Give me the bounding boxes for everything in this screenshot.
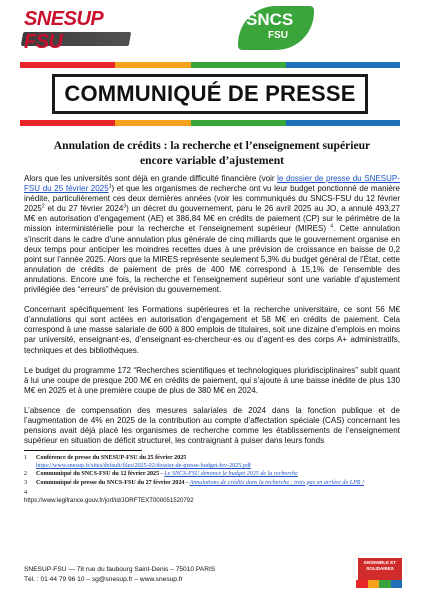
fsu-footer-logo [356, 552, 402, 588]
footnote-ref-4: 4 [330, 223, 334, 230]
footnote-text: Conférence de presse du SNESUP-FSU du 25 février 2025 [36, 455, 187, 461]
sncs-logo [238, 6, 318, 54]
footnote-number: 2 [24, 471, 28, 478]
headline-line-1: Annulation de crédits : la recherche et l’enseignement supérieur [53, 139, 371, 152]
paragraph-4: L’absence de compensation des mesures salariales de 2024 dans la fonction publique et de l’augmentation de 4% en 2025 de la contribution au compte d’affectation spéciale (CAS) concernant les pensions avait déjà placé les organismes de recherche comme les établissements de l’enseignement supérieur en situation de déficit structurel, les contraignant à puiser dans leurs fonds [24, 405, 400, 446]
footnote-text: Communiqué du SNCS-FSU du 12 février 2025 - [36, 471, 165, 478]
footer-contact [24, 565, 324, 585]
paragraph-1-text-a: Alors que les universités sont déjà en grande difficulté financière (voir [24, 174, 278, 183]
headline [24, 139, 400, 168]
paragraph-1-text-b: ) et que les organismes de recherche ont vu leur budget ponctionné de manière inédite, particulièrement ces deux dernières années (voir les communiqués du SNCS-FSU du 12 février 2025 [24, 184, 400, 214]
footnote-link[interactable]: https://www.snesup.fr/sites/default/files/2025-02/dossier-de-presse-budget-fev-2025.pdf [36, 463, 251, 470]
press-release-title: COMMUNIQUÉ DE PRESSE [64, 81, 356, 106]
footnote-link[interactable]: Le SNCS-FSU dénonce le budget 2025 de la recherche [164, 471, 298, 478]
footnote-ref-3: 3 [123, 203, 127, 210]
fsu-footer-logo-text: ENSEMBLE ET SOLIDAIRES [363, 560, 396, 571]
footnotes [24, 454, 400, 505]
footnote-ref-2: 2 [41, 203, 45, 210]
snesup-logo [22, 8, 132, 53]
footnote-link[interactable]: Annulations de crédits dans la recherche : trois pas en arrière de LPR ! [189, 479, 365, 486]
snesup-press-kit-link[interactable]: le dossier de presse du SNESUP-FSU du 25 février 2025 [24, 174, 400, 194]
footnote-text: Communiqué de presse du SNCS-FSU du 27 février 2024 - [36, 479, 190, 486]
color-band-top [20, 62, 400, 68]
sncs-logo-text: SNCS [246, 10, 294, 29]
paragraph-1-text-c: et du 27 février 2024 [44, 204, 124, 214]
footnote-link[interactable]: https://www.legifrance.gouv.fr/jorf/id/JORFTEXT000051520792 [24, 497, 194, 505]
paragraph-2: Concernant spécifiquement les Formations supérieures et la recherche universitaire, ce sont 56 M€ d’annulations qui sont actées en autorisation d’engagement et 58 M€ en crédits de paiement. Cela correspond à une masse salariale de 600 à 800 emplois de titulaires, soit une dizaine d’emplois en moins par université, enseignant·es, d’enseignant·es-chercheur·es ou d’agent·es des corps A+ administratifs, techniques et des bibliothèques. [24, 305, 400, 355]
footnote-number: 4 [24, 489, 28, 496]
paragraph-1-text-d: ) un décret du gouvernement, paru le 26 avril 2025 au JO, a annulé 493,27 M€ en autorisation d’engagement (AE) et 386,84 M€ en crédits de paiement (CP) sur le périmètre de la mission interministérielle pour la recherche et l’enseignement supérieur (MIRES) [24, 204, 400, 234]
paragraph-3: Le budget du programme 172 “Recherches scientifiques et technologiques pluridisciplinaires” subit quant à lui une coupe de presque 200 M€ en crédits de paiement, qui s’ajoute à une baisse inédite de plus 130 M€ en 2025 et à une première coupe de plus de 380 M€ en 2024. [24, 365, 400, 395]
footnote-2 [24, 470, 400, 478]
footnote-number: 1 [24, 455, 28, 461]
headline-line-2: encore variable d’ajustement [139, 153, 285, 167]
footnote-4-link-row [24, 497, 400, 505]
fsu-footer-logo-stripes [356, 580, 402, 588]
footnote-1 [24, 454, 400, 470]
footnote-number: 3 [24, 479, 28, 486]
body-text [24, 174, 400, 446]
footer-phone-email-web: Tél. : 01 44 79 96 10 – sg@snesup.fr – www.snesup.fr [24, 576, 183, 583]
paragraph-1 [24, 174, 400, 295]
snesup-logo-text: SNESUP FSU [24, 8, 103, 53]
paragraph-1-text-e: . Cette annulation s’inscrit dans le cadre d’une annulation plus générale de cinq milliards que le gouvernement organise en deux temps pour anticiper les moindres recettes dues à une prévision de croissance en baisse de 0,2 point sur l’année 2025. Alors que la MIRES représente seulement 5,3% du budget général de l’État, cette annulation de crédits de paiement de près de 400 M€ correspond à 15,1% de l’ensemble des annulations. Encore une fois, la recherche et l’enseignement supérieur sont une variable d’ajustement privilégiée des “erreurs” de prévision du gouvernement. [24, 224, 400, 295]
footnote-3 [24, 479, 400, 487]
footnote-4 [24, 489, 400, 497]
footnote-ref-1: 1 [108, 183, 112, 190]
press-release-title-box [52, 74, 368, 114]
color-band-bottom [20, 120, 400, 126]
footer-address: SNESUP-FSU — 78 rue du faubourg Saint-Denis – 75010 PARIS [24, 566, 216, 573]
sncs-logo-subtext: FSU [268, 30, 288, 41]
fsu-footer-logo-tag [358, 558, 402, 582]
footnote-separator [24, 450, 142, 451]
